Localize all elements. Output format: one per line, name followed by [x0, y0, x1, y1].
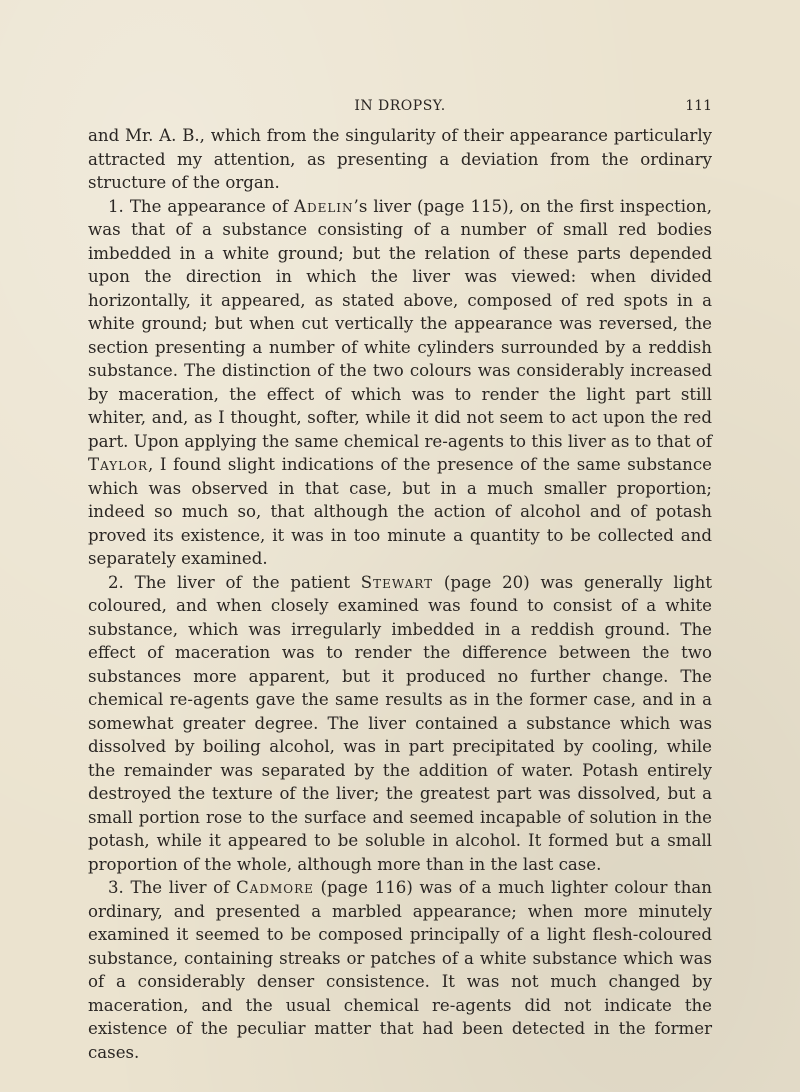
- body-text: [88, 124, 712, 1064]
- patient-name: Stewart: [360, 572, 434, 592]
- patient-name: Taylor: [88, 455, 149, 474]
- paragraph-number: 2.: [108, 572, 124, 592]
- paragraph-text: , I found slight indications of the presence of the same substance which was observed in that case, but in a much smaller proportion; indeed so much so, that although the action of alcohol and of potash proved its existence, it was in too minute a quantity to be collected and separately examined.: [88, 455, 712, 568]
- page-number: 111: [685, 98, 712, 114]
- paragraph-text: (page 116) was of a much lighter colour than ordinary, and presented a marbled appearance; when more minutely examined it seemed to be composed principally of a light flesh-coloured substance, containing streaks or patches of a white substance which was of a considerably denser consistence. It was not much changed by maceration, and the usual chemical re-agents did not indicate the existence of the peculiar matter that had been detected in the former cases.: [88, 878, 712, 1062]
- paragraph-stewart: [88, 571, 712, 877]
- paragraph-number: 1.: [108, 196, 124, 216]
- paragraph-text: and Mr. A. B., which from the singularity of their appearance particularly attracted my attention, as presenting a deviation from the ordinary structure of the organ.: [88, 126, 712, 192]
- paragraph-text: (page 20) was generally light coloured, and when closely examined was found to consist of a white substance, which was irregularly imbedded in a reddish ground. The effect of maceration was to render the difference between the two substances more apparent, but it produced no further change. The chemical re-agents gave the same results as in the former case, and in a somewhat greater degree. The liver contained a substance which was dissolved by boiling alcohol, was in part precipitated by cooling, while the remainder was separated by the addition of water. Potash entirely destroyed the texture of the liver; the greatest part was dissolved, but a small portion rose to the surface and seemed incapable of solution in the potash, while it appeared to be soluble in alcohol. It formed but a small proportion of the whole, although more than in the last case.: [88, 572, 712, 874]
- paragraph-number: 3.: [108, 878, 124, 897]
- paragraph-cadmore: [88, 876, 712, 1064]
- running-head: [88, 98, 712, 120]
- paragraph-text: ’s liver (page 115), on the first inspection, was that of a substance consisting of a number of small red bodies imbedded in a white ground; but the relation of these parts depended upon the direction in which the liver was viewed: when divided horizontally, it appeared, as stated above, composed of red spots in a white ground; but when cut vertically the appearance was reversed, the section presenting a number of white cylinders surrounded by a reddish substance. The distinction of the two colours was considerably increased by maceration, the effect of which was to render the light part still whiter, and, as I thought, softer, while it did not seem to act upon the red part. Upon applying the same chemical re-agents to this liver as to that of: [88, 196, 712, 451]
- paragraph-text: The appearance of: [129, 196, 288, 216]
- paragraph-continuation: [88, 124, 712, 195]
- patient-name: Cadmore: [235, 878, 314, 897]
- patient-name: Adelin: [293, 196, 354, 216]
- paragraph-adelin: [88, 195, 712, 571]
- paragraph-text: The liver of the patient: [134, 572, 350, 592]
- running-title: IN DROPSY.: [354, 98, 446, 114]
- paragraph-text: The liver of: [130, 878, 230, 897]
